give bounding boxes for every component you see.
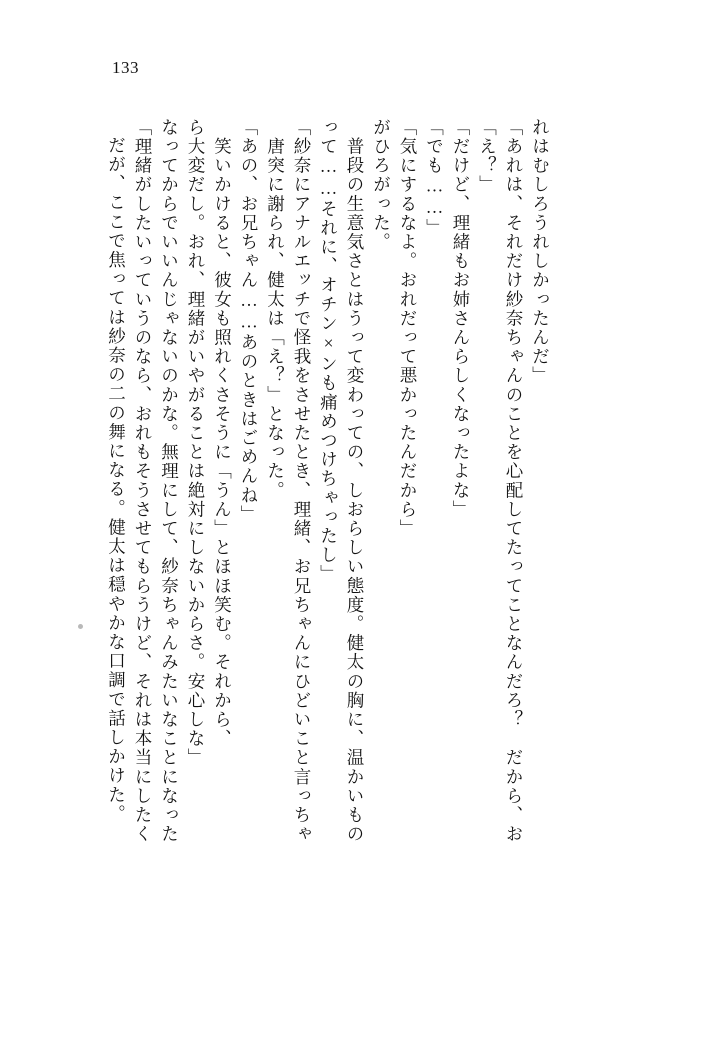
text-line: 「え？」 <box>477 118 498 195</box>
text-line: 「だけど、理緒もお姉さんらしくなったよな」 <box>451 118 471 520</box>
text-line: って……それに、オチン×ンも痛めつけちゃったし」 <box>318 118 339 584</box>
text-line: 笑いかけると、彼女も照れくさそうに「うん」とほほ笑む。それから、 <box>212 118 233 749</box>
text-line: 「あの、お兄ちゃん……あのときはごめんね」 <box>239 118 259 525</box>
text-line: 「気にするなよ。おれだって悪かったんだから」 <box>398 118 418 539</box>
text-line: なってからでいいんじゃないのかな。無理にして、紗奈ちゃんみたいなことになった <box>159 118 180 844</box>
text-line: 「紗奈にアナルエッチで怪我をさせたとき、理緒、お兄ちゃんにひどいこと言っちゃ <box>292 118 312 844</box>
text-line: ら大変だし。おれ、理緒がいやがることは絶対にしないからさ。安心しな」 <box>186 118 206 768</box>
page-number: 133 <box>112 58 139 77</box>
paper-smudge <box>78 624 83 629</box>
text-line: 「あれは、それだけ紗奈ちゃんのことを心配してたってことなんだろ？ だから、お <box>504 118 524 844</box>
text-line: 唐突に謝られ、健太は「え？」となった。 <box>265 118 286 500</box>
text-line: 普段の生意気さとはうって変わっての、しおらしい態度。健太の胸に、温かいもの <box>345 118 365 844</box>
vertical-text-block <box>98 118 618 998</box>
text-line: れはむしろうれしかったんだ」 <box>530 118 551 386</box>
text-line: 「理緒がしたいっていうのなら、おれもそうさせてもらうけど、それは本当にしたく <box>133 118 153 844</box>
text-line: だが、ここで焦っては紗奈の二の舞になる。健太は穏やかな口調で話しかけた。 <box>106 136 127 824</box>
text-line: がひろがった。 <box>371 118 392 252</box>
text-line: 「でも……」 <box>424 118 445 238</box>
